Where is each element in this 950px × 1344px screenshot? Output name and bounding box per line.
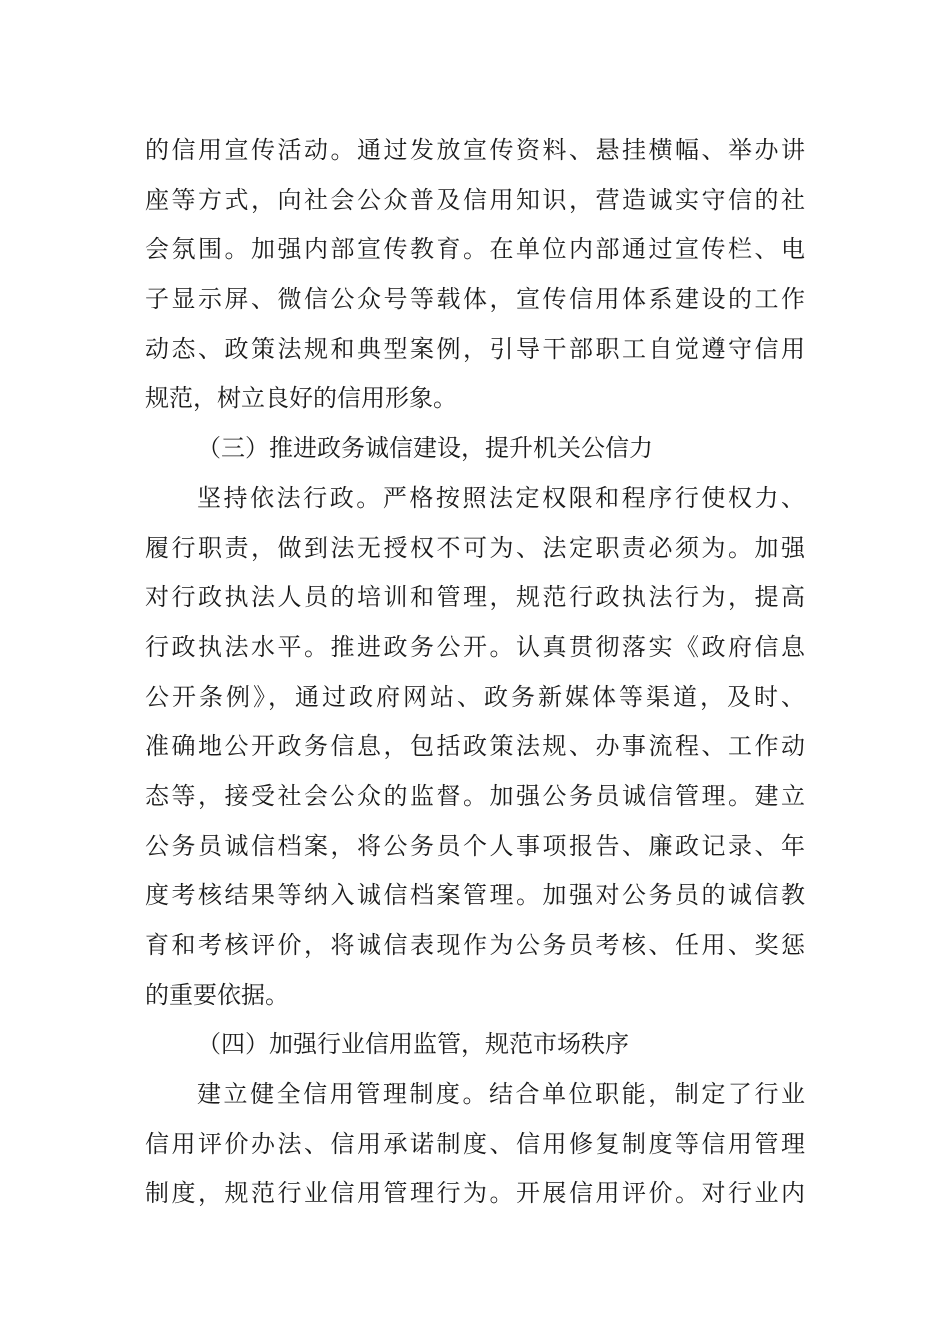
body-line: 子显示屏、微信公众号等载体，宣传信用体系建设的工作	[145, 285, 805, 314]
body-line: 行政执法水平。推进政务公开。认真贯彻落实《政府信息	[145, 632, 805, 661]
body-line: 制度，规范行业信用管理行为。开展信用评价。对行业内	[145, 1179, 805, 1208]
body-line: 态等，接受社会公众的监督。加强公务员诚信管理。建立	[145, 781, 805, 810]
body-line: 对行政执法人员的培训和管理，规范行政执法行为，提高	[145, 583, 805, 612]
paragraph-first-line: 坚持依法行政。严格按照法定权限和程序行使权力、	[197, 483, 805, 512]
body-line: 动态、政策法规和典型案例，引导干部职工自觉遵守信用	[145, 334, 805, 363]
body-line: 育和考核评价，将诚信表现作为公务员考核、任用、奖惩	[145, 931, 805, 959]
body-line: 度考核结果等纳入诚信档案管理。加强对公务员的诚信教	[145, 881, 805, 910]
body-line: 履行职责，做到法无授权不可为、法定职责必须为。加强	[145, 533, 805, 562]
body-line: 公务员诚信档案，将公务员个人事项报告、廉政记录、年	[145, 831, 805, 860]
body-line: 规范，树立良好的信用形象。	[145, 384, 457, 413]
paragraph-first-line: 建立健全信用管理制度。结合单位职能，制定了行业	[197, 1080, 805, 1109]
body-line: 准确地公开政务信息，包括政策法规、办事流程、工作动	[145, 732, 805, 761]
body-line: 的重要依据。	[145, 980, 289, 1009]
body-line: 的信用宣传活动。通过发放宣传资料、悬挂横幅、举办讲	[145, 136, 805, 164]
section-heading: （四）加强行业信用监管，规范市场秩序	[197, 1030, 629, 1059]
section-heading: （三）推进政务诚信建设，提升机关公信力	[197, 434, 653, 463]
body-line: 座等方式，向社会公众普及信用知识，营造诚实守信的社	[145, 185, 805, 214]
document-body	[145, 126, 805, 1219]
body-line: 会氛围。加强内部宣传教育。在单位内部通过宣传栏、电	[145, 235, 805, 264]
body-line: 信用评价办法、信用承诺制度、信用修复制度等信用管理	[145, 1129, 805, 1158]
body-line: 公开条例》，通过政府网站、政务新媒体等渠道，及时、	[145, 682, 805, 711]
